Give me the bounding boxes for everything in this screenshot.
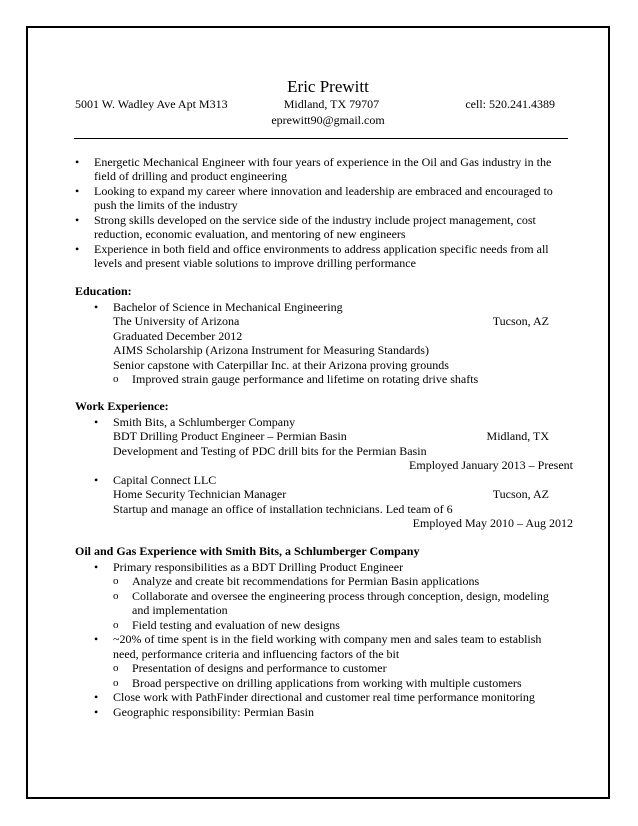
scholarship: AIMS Scholarship (Arizona Instrument for Measuring Standards) — [113, 343, 429, 357]
header-divider — [74, 138, 568, 139]
school: The University of Arizona — [113, 314, 240, 328]
oilgas-item: • ~20% of time spent is in the field working with company men and sales team to establish need, performance criteria and influencing factors of the bit — [94, 632, 567, 661]
address: 5001 W. Wadley Ave Apt M313 — [75, 97, 228, 111]
job-item — [94, 472, 573, 531]
oilgas-title: Oil and Gas Experience with Smith Bits, a Schlumberger Company — [75, 543, 420, 558]
city: Midland, TX 79707 — [283, 97, 380, 111]
job-item — [94, 414, 573, 473]
education-item — [94, 300, 567, 373]
job-company: • Smith Bits, a Schlumberger Company — [113, 414, 296, 429]
email: eprewitt90@gmail.com — [271, 113, 385, 127]
school-location: Tucson, AZ — [492, 314, 549, 328]
school-row — [113, 314, 567, 329]
summary-item: • Energetic Mechanical Engineer with four years of experience in the Oil and Gas industry in the field of drilling and product engineering — [75, 155, 567, 184]
oilgas-subitem: o Broad perspective on drilling applications from working with multiple customers — [94, 676, 567, 691]
education-section — [75, 283, 567, 387]
job-location: Tucson, AZ — [492, 487, 549, 501]
job-company: • Capital Connect LLC — [113, 472, 217, 487]
job-role: Home Security Technician Manager — [113, 487, 287, 501]
summary-item: • Looking to expand my career where innovation and leadership are embraced and encouraged to push the limits of the industry — [75, 184, 567, 213]
job-role: BDT Drilling Product Engineer – Permian Basin — [113, 429, 347, 443]
contact-row — [75, 97, 567, 113]
phone: cell: 520.241.4389 — [465, 97, 555, 111]
summary-item: • Experience in both field and office environments to address application specific needs from all levels and present viable solutions to improve drilling performance — [75, 242, 567, 271]
summary-list — [75, 155, 567, 271]
graduated: Graduated December 2012 — [113, 328, 243, 343]
summary-item: • Strong skills developed on the service side of the industry include project management, cost reduction, economic evaluation, and mentoring of new engineers — [75, 213, 567, 242]
oilgas-subitem: o Field testing and evaluation of new designs — [94, 618, 567, 633]
education-title: Education: — [75, 283, 132, 298]
job-role-row — [113, 487, 567, 502]
oilgas-subitem: o Presentation of designs and performance to customer — [94, 661, 567, 676]
capstone: Senior capstone with Caterpillar Inc. at their Arizona proving grounds — [113, 357, 449, 372]
oilgas-section — [75, 543, 567, 720]
work-title: Work Experience: — [75, 398, 169, 413]
job-role-row — [113, 429, 567, 444]
degree: • Bachelor of Science in Mechanical Engineering — [113, 299, 343, 314]
work-section — [75, 398, 573, 531]
oilgas-subitem: o Collaborate and oversee the engineering process through conception, design, modeling and implementation — [94, 589, 567, 618]
oilgas-item: • Geographic responsibility: Permian Basin — [94, 705, 567, 720]
job-dates: Employed January 2013 – Present — [409, 458, 573, 472]
job-description: Development and Testing of PDC drill bits for the Permian Basin — [113, 443, 427, 458]
work-list — [94, 414, 573, 531]
oilgas-subitem: o Analyze and create bit recommendations for Permian Basin applications — [94, 574, 567, 589]
oilgas-item: • Primary responsibilities as a BDT Drilling Product Engineer — [94, 560, 567, 575]
candidate-name: Eric Prewitt — [287, 77, 369, 96]
resume — [75, 77, 573, 719]
education-list — [94, 300, 567, 387]
oilgas-item: • Close work with PathFinder directional and customer real time performance monitoring — [94, 690, 567, 705]
job-dates: Employed May 2010 – Aug 2012 — [412, 516, 573, 530]
job-location: Midland, TX — [486, 429, 549, 443]
capstone-detail: o Improved strain gauge performance and lifetime on rotating drive shafts — [94, 372, 567, 387]
oilgas-list — [94, 560, 567, 720]
job-description: Startup and manage an office of installation technicians. Led team of 6 — [113, 501, 453, 516]
